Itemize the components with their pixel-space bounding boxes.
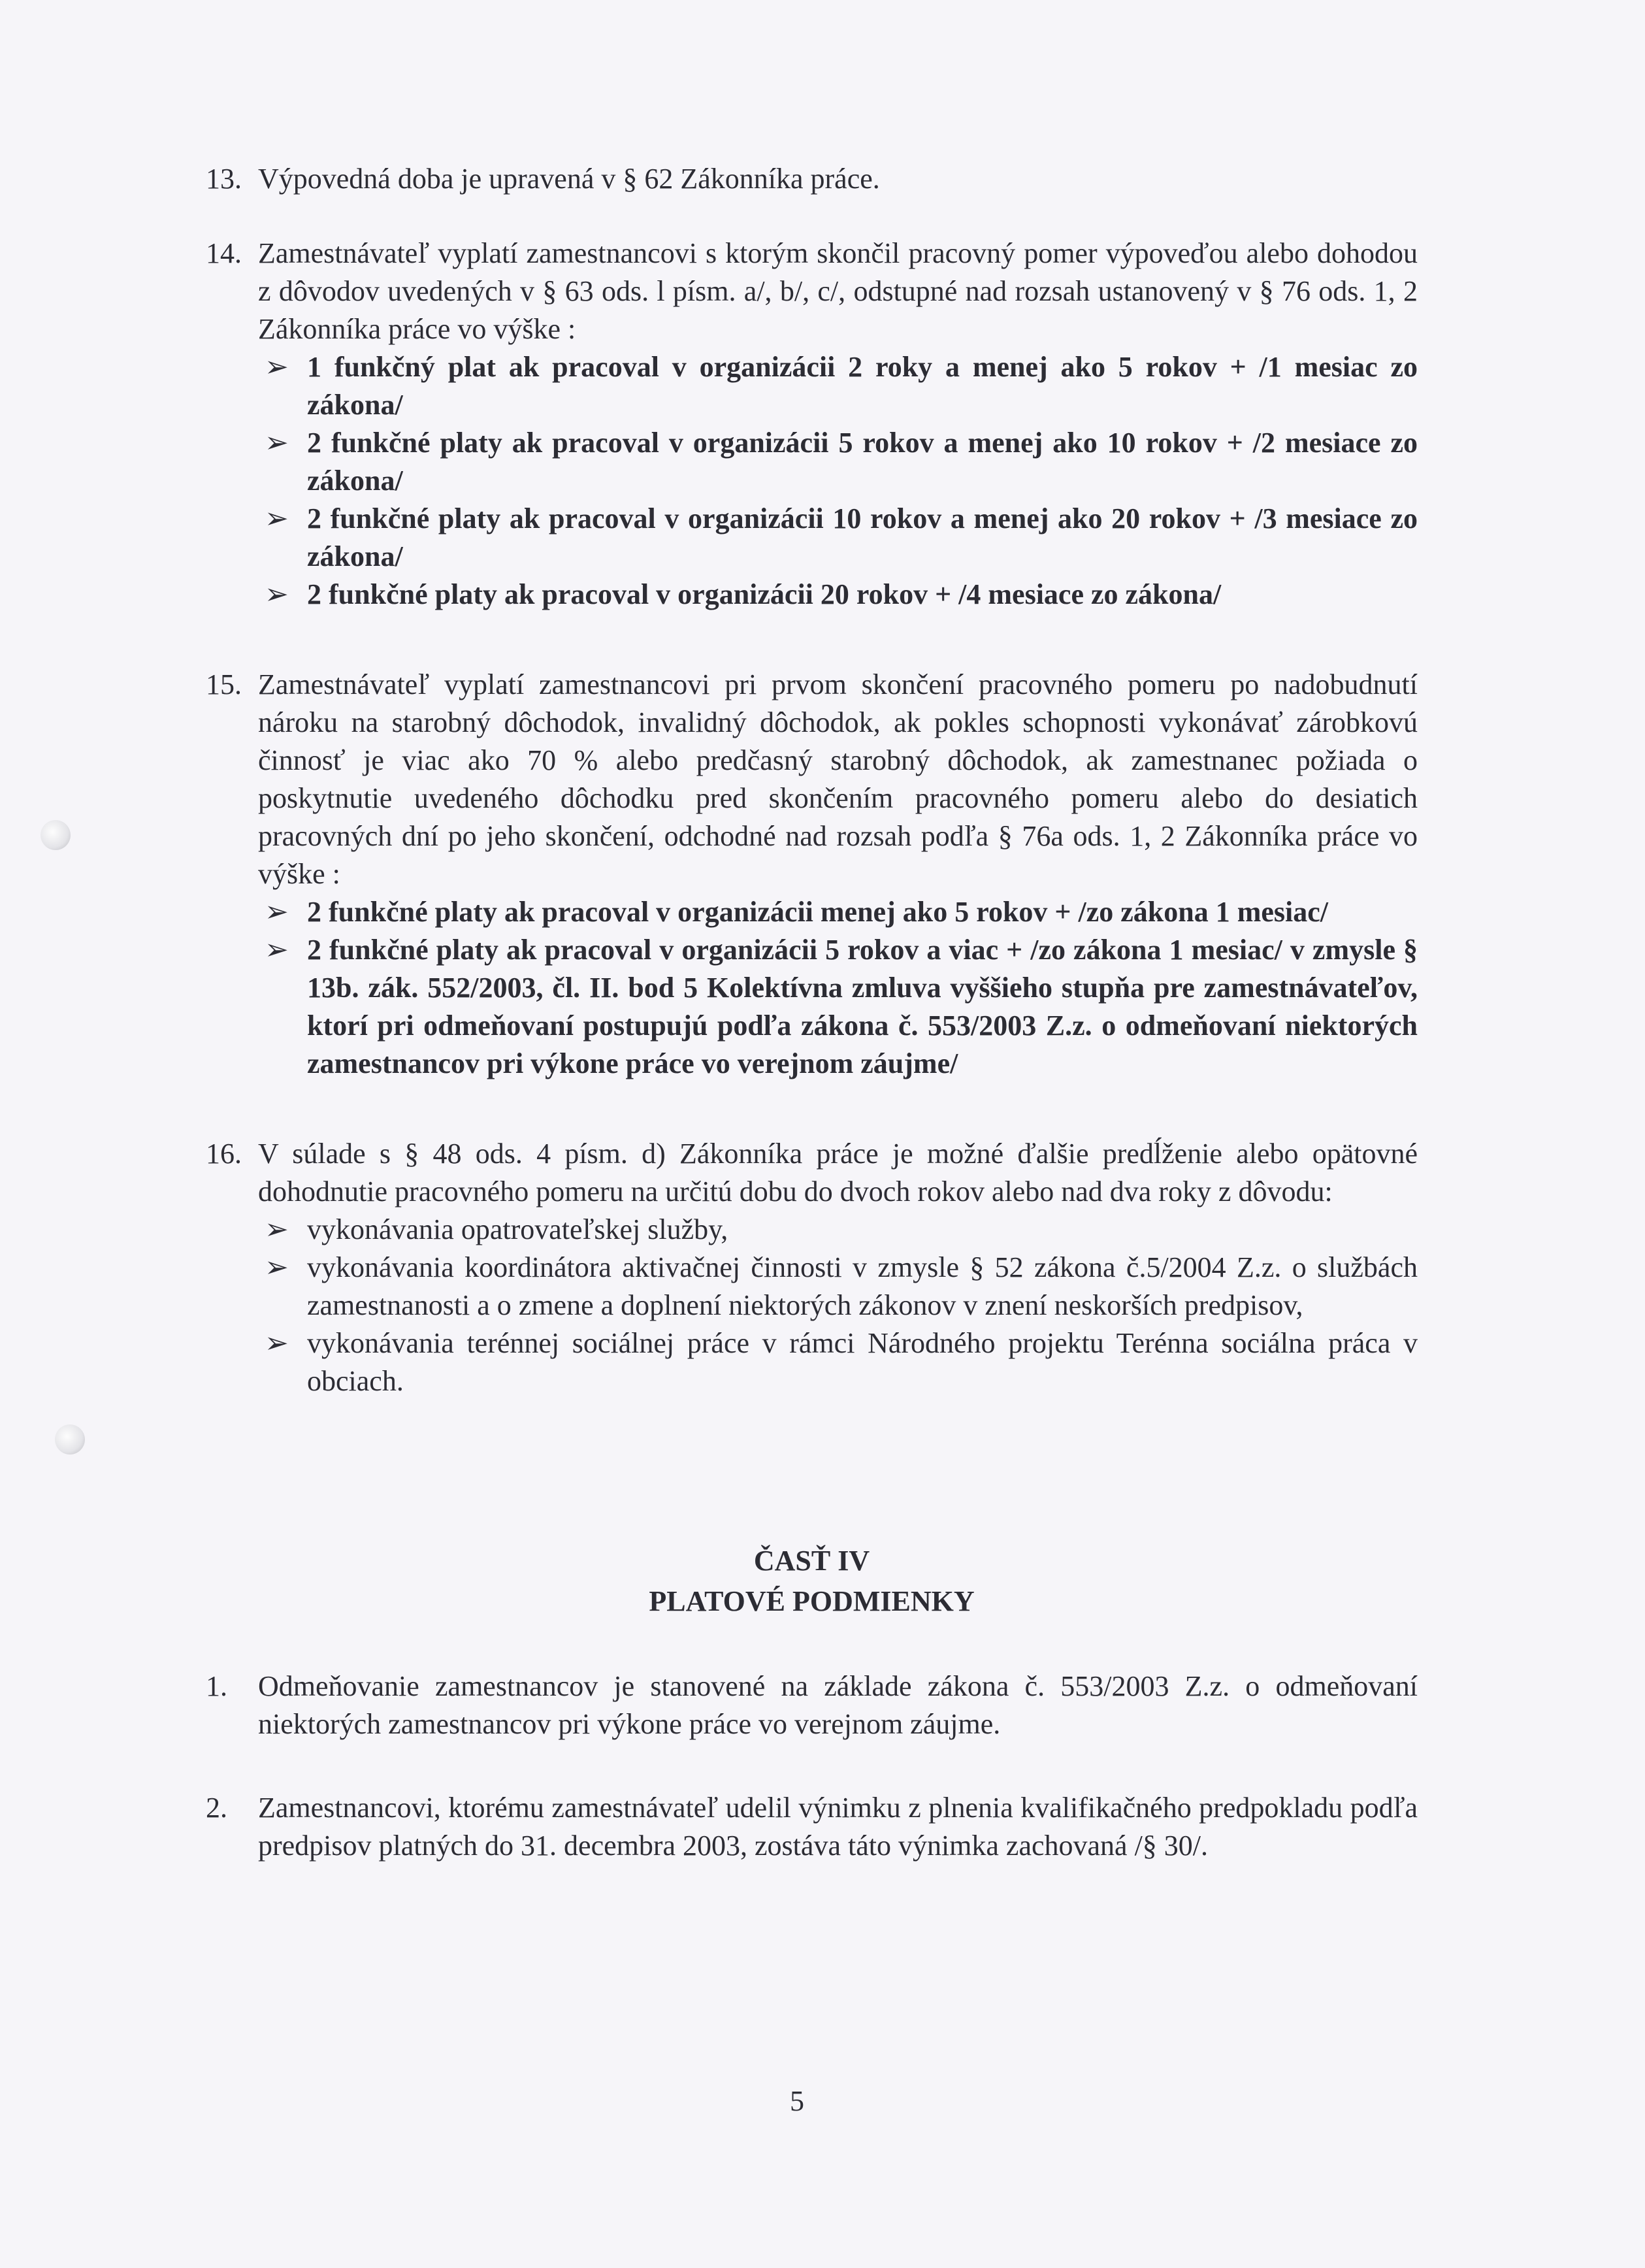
clause-number: 13. — [206, 163, 242, 195]
list-item: ➢ 2 funkčné platy ak pracoval v organizácii 5 rokov a menej ako 10 rokov + /2 mesiace zo zákona/ — [278, 424, 1418, 500]
list-item: ➢ vykonávania opatrovateľskej služby, — [278, 1211, 1418, 1249]
arrow-bullet-icon: ➢ — [265, 934, 289, 966]
clause-text: Výpovedná doba je upravená v § 62 Zákonníka práce. — [258, 163, 880, 195]
section-subtitle: PLATOVÉ PODMIENKY — [649, 1585, 975, 1617]
clause-14-bullets — [206, 348, 1418, 614]
list-item: ➢ vykonávania koordinátora aktivačnej činnosti v zmysle § 52 zákona č.5/2004 Z.z. o službách zamestnanosti a o zmene a doplnení niektorých zákonov v znení neskorších predpisov, — [278, 1249, 1418, 1324]
clause-16-bullets — [206, 1211, 1418, 1400]
clause-16 — [206, 1135, 1418, 1211]
list-item: ➢ vykonávania terénnej sociálnej práce v rámci Národného projektu Terénna sociálna práca v obciach. — [278, 1324, 1418, 1400]
punch-hole-top — [41, 820, 71, 850]
arrow-bullet-icon: ➢ — [265, 502, 289, 534]
punch-hole-bottom — [55, 1424, 85, 1454]
clause-14 — [206, 235, 1418, 348]
arrow-bullet-icon: ➢ — [265, 351, 289, 383]
arrow-bullet-icon: ➢ — [265, 1251, 289, 1283]
arrow-bullet-icon: ➢ — [265, 1327, 289, 1359]
list-item: ➢ 2 funkčné platy ak pracoval v organizácii 10 rokov a menej ako 20 rokov + /3 mesiace zo zákona/ — [278, 500, 1418, 576]
clause-15-bullets — [206, 893, 1418, 1083]
section-clause-1 — [206, 1668, 1418, 1743]
clause-text: Zamestnávateľ vyplatí zamestnancovi pri prvom skončení pracovného pomeru po nadobudnutí nároku na starobný dôchodok, invalidný dôchodok, ak pokles schopnosti vykonávať zárobkovú činnosť je viac ako 70 % alebo predčasný starobný dôchodok, ak zamestnanec požiada o poskytnutie uvedeného dôchodku pred skončením pracovného pomeru alebo do desiatich pracovných dní po jeho skončení, odchodné nad rozsah podľa § 76a ods. 1, 2 Zákonníka práce vo výške : — [258, 668, 1418, 890]
document-body — [206, 160, 1418, 1865]
clause-text: Zamestnancovi, ktorému zamestnávateľ udelil výnimku z plnenia kvalifikačného predpokladu podľa predpisov platných do 31. decembra 2003, zostáva táto výnimka zachovaná /§ 30/. — [258, 1792, 1418, 1862]
clause-number: 1. — [206, 1670, 227, 1702]
arrow-bullet-icon: ➢ — [265, 427, 289, 459]
page-number: 5 — [790, 2085, 804, 2117]
clause-number: 14. — [206, 237, 242, 269]
list-item: ➢ 2 funkčné platy ak pracoval v organizácii 5 rokov a viac + /zo zákona 1 mesiac/ v zmysle § 13b. zák. 552/2003, čl. II. bod 5 Kolektívna zmluva vyššieho stupňa pre zamestnávateľov, ktorí pri odmeňovaní postupujú podľa zákona č. 553/2003 Z.z. o odmeňovaní niektorých zamestnancov pri výkone práce vo verejnom záujme/ — [278, 931, 1418, 1083]
section-title: ČASŤ IV — [753, 1545, 870, 1577]
clause-text: Zamestnávateľ vyplatí zamestnancovi s ktorým skončil pracovný pomer výpoveďou alebo dohodou z dôvodov uvedených v § 63 ods. l písm. a/, b/, c/, odstupné nad rozsah ustanovený v § 76 ods. 1, 2 Zákonníka práce vo výške : — [258, 237, 1418, 345]
clause-number: 16. — [206, 1138, 242, 1170]
clause-number: 15. — [206, 668, 242, 700]
arrow-bullet-icon: ➢ — [265, 578, 289, 610]
clause-15 — [206, 666, 1418, 893]
clause-13 — [206, 160, 1418, 198]
section-heading — [206, 1541, 1418, 1622]
list-item: ➢ 2 funkčné platy ak pracoval v organizácii menej ako 5 rokov + /zo zákona 1 mesiac/ — [278, 893, 1418, 931]
section-clause-2 — [206, 1789, 1418, 1865]
arrow-bullet-icon: ➢ — [265, 896, 289, 928]
list-item: ➢ 2 funkčné platy ak pracoval v organizácii 20 rokov + /4 mesiace zo zákona/ — [278, 576, 1418, 614]
list-item: ➢ 1 funkčný plat ak pracoval v organizácii 2 roky a menej ako 5 rokov + /1 mesiac zo zákona/ — [278, 348, 1418, 424]
clause-text: V súlade s § 48 ods. 4 písm. d) Zákonníka práce je možné ďalšie predĺženie alebo opätovné dohodnutie pracovného pomeru na určitú dobu do dvoch rokov alebo nad dva roky z dôvodu: — [258, 1138, 1418, 1208]
arrow-bullet-icon: ➢ — [265, 1213, 289, 1245]
clause-text: Odmeňovanie zamestnancov je stanovené na základe zákona č. 553/2003 Z.z. o odmeňovaní niektorých zamestnancov pri výkone práce vo verejnom záujme. — [258, 1670, 1418, 1740]
clause-number: 2. — [206, 1792, 227, 1824]
